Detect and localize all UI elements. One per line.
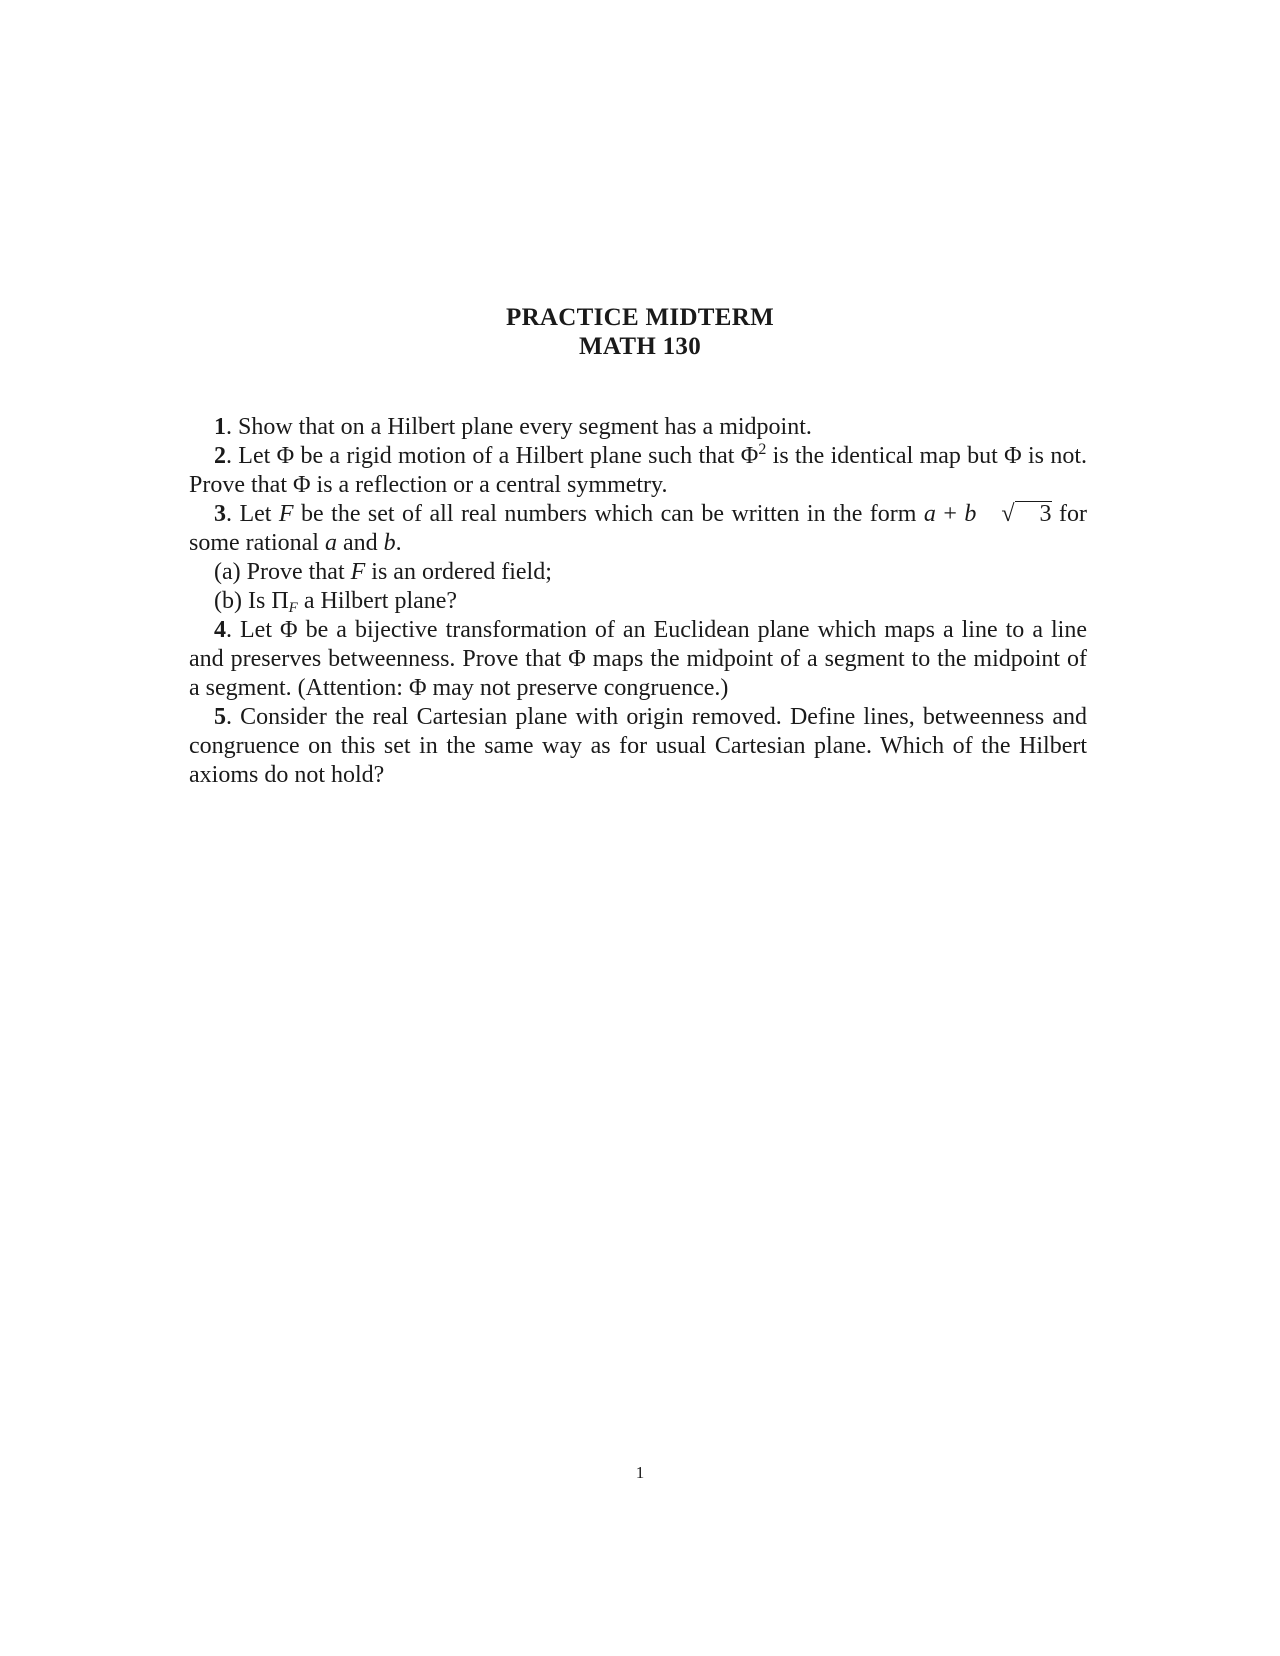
course-name: MATH 130 [578, 333, 702, 360]
document-title [0, 303, 1280, 361]
problem-number: 2 [214, 443, 226, 469]
math-variable: a [923, 501, 936, 527]
problem-text: . Show that on a Hilbert plane every segment has a midpoint. [226, 414, 812, 440]
math-variable: a [324, 530, 337, 556]
problem-text: . Let Φ be a bijective transformation of an Euclidean plane which maps a line to a line and preserves betweenness. Prove that Φ maps the midpoint of a segment to the midpoint of a segment. (Attention: Φ may not preserve congruence.) [189, 617, 1087, 701]
problem-list [189, 413, 1087, 790]
problem-text: be the set of all real numbers which can be written in the form [293, 501, 924, 527]
problem-2 [189, 442, 1087, 500]
part-text: (a) Prove that [214, 559, 351, 585]
problem-text: is the identical map but Φ is not. Prove that Φ is a reflection or a central symmetry. [189, 443, 1088, 498]
problem-3 [189, 500, 1087, 558]
problem-text: . Let [226, 501, 279, 527]
problem-number: 4 [214, 617, 226, 643]
part-text: a Hilbert plane? [297, 588, 458, 614]
problem-4 [189, 616, 1087, 703]
subscript: F [288, 600, 298, 616]
problem-text: for some rational [189, 501, 1087, 556]
page-number: 1 [635, 1463, 645, 1482]
math-variable: b [964, 501, 977, 527]
problem-5 [189, 703, 1087, 790]
problem-3-part-a [189, 558, 1087, 587]
problem-text: and [336, 530, 384, 556]
math-variable: F [278, 501, 294, 527]
problem-text: . [395, 530, 402, 556]
radicand: 3 [1015, 501, 1052, 526]
problem-number: 5 [214, 704, 226, 730]
math-variable: b [383, 530, 396, 556]
part-text: is an ordered field; [365, 559, 552, 585]
problem-text: . Let Φ be a rigid motion of a Hilbert plane such that Φ [226, 443, 759, 469]
problem-text: . Consider the real Cartesian plane with origin removed. Define lines, betweenness and congruence on this set in the same way as for usual Cartesian plane. Which of the Hilbert axioms do not hold? [189, 704, 1087, 788]
math-operator: + [935, 501, 965, 527]
square-root [976, 500, 1051, 529]
problem-3-part-b [189, 587, 1087, 616]
problem-1 [189, 413, 1087, 442]
exam-title: PRACTICE MIDTERM [506, 304, 774, 331]
math-variable: F [350, 559, 366, 585]
problem-number: 1 [214, 414, 226, 440]
radical-sign: √ [1001, 501, 1015, 527]
problem-number: 3 [214, 501, 226, 527]
superscript: 2 [758, 441, 767, 458]
part-text: (b) Is Π [214, 588, 289, 614]
